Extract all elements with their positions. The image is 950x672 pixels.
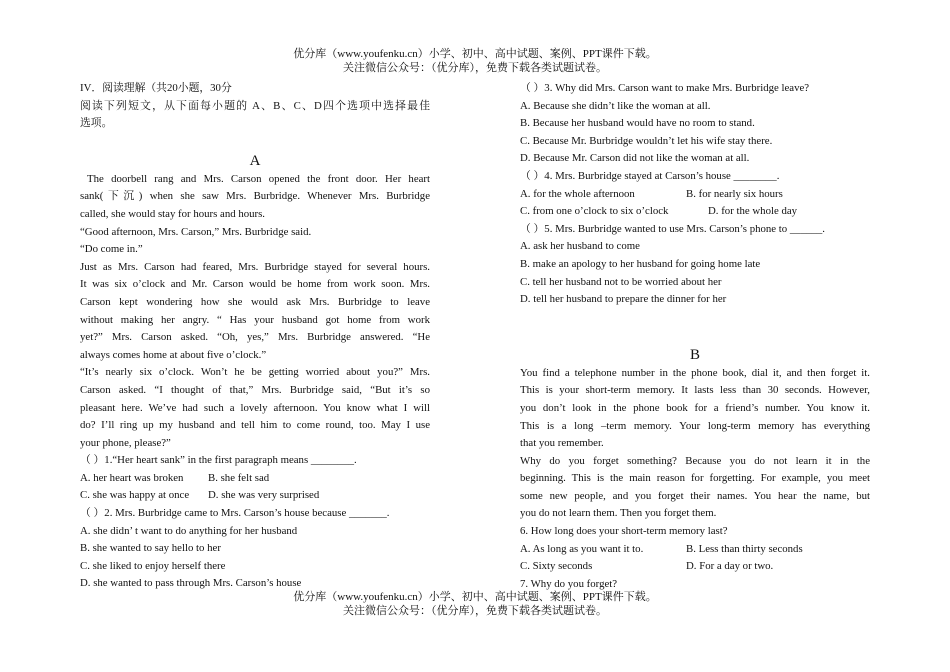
option-b: B. Less than thirty seconds	[686, 542, 803, 555]
passage-line: always comes home at about five o’clock.”	[80, 348, 267, 361]
passage-b-text	[520, 365, 870, 523]
passage-line: “Do come in.”	[80, 243, 143, 256]
passage-line: Carson asked. “I thought of that,” Mrs. Burbridge said, “But it’s so	[80, 383, 430, 396]
option-a: A. she didn’ t want to do anything for her husband	[80, 524, 298, 537]
passage-line: do? I’ll ring up my husband and tell him to come round, too. May I use	[80, 419, 430, 432]
question-1-options-row-1	[80, 470, 430, 488]
passage-line: This is your short-term memory. It lasts less than 30 seconds. However,	[520, 384, 870, 397]
section-instruction: 阅读下列短文，从下面每小题的 A、B、C、D四个选项中选择最佳	[80, 99, 430, 112]
passage-line: your phone, please?”	[80, 436, 171, 449]
passage-line: Just as Mrs. Carson had feared, Mrs. Burbridge stayed for several hours.	[80, 260, 430, 273]
option-a: A. As long as you want it to.	[520, 542, 644, 555]
passage-line: “Good afternoon, Mrs. Carson,” Mrs. Burbridge said.	[80, 225, 312, 238]
option-c: C. tell her husband not to be worried about her	[520, 275, 722, 288]
passage-b-heading: B	[689, 346, 700, 363]
page-header	[0, 47, 950, 75]
passage-line: without making her angry. “ Has your husband got home from work	[80, 313, 430, 326]
option-d: D. Because Mr. Carson did not like the woman at all.	[520, 152, 750, 165]
option-d: D. she wanted to pass through Mrs. Carson’s house	[80, 577, 302, 590]
option-a: A. Because she didn’t like the woman at all.	[520, 99, 711, 112]
passage-line: called, she would stay for hours and hours.	[80, 207, 266, 220]
passage-line: beginning. This is the main reason for forgetting. For example, you meet	[520, 472, 870, 485]
passage-line: you do not learn them. Then you forget them.	[520, 507, 717, 520]
option-d: D. she was very surprised	[208, 489, 320, 502]
question-6: 6. How long does your short-term memory last?	[520, 525, 728, 538]
passage-line: you don’t look in the phone book for a friend’s number. You know it.	[520, 401, 870, 414]
question-4-options-row-2	[520, 203, 870, 221]
option-a: A. ask her husband to come	[520, 240, 640, 253]
question-6-options-row-1	[520, 541, 870, 559]
passage-line: The doorbell rang and Mrs. Carson opened the front door. Her heart	[80, 172, 430, 185]
question-6-options-row-2	[520, 558, 870, 576]
header-line-1: 优分库（www.youfenku.cn）小学、初中、高中试题、案例、PPT课件下载。	[293, 48, 657, 60]
option-a: A. her heart was broken	[80, 471, 184, 484]
question-2: （ ）2. Mrs. Burbridge came to Mrs. Carson’s house because _______.	[80, 507, 390, 520]
left-column	[80, 80, 430, 593]
passage-line: that you remember.	[520, 437, 604, 450]
option-b: B. she wanted to say hello to her	[80, 542, 221, 555]
footer-line-2: 关注微信公众号：（优分库），免费下载各类试题试卷。	[343, 605, 607, 617]
passage-line: pleasant here. We’ve had such a lovely afternoon. You know what I will	[80, 401, 430, 414]
question-7: 7. Why do you forget?	[520, 577, 618, 590]
question-1-options-row-2	[80, 487, 430, 505]
question-1: （ ）1.“Her heart sank” in the first paragraph means ________.	[80, 454, 357, 467]
passage-a-heading: A	[249, 152, 261, 169]
option-d: D. For a day or two.	[686, 560, 774, 573]
option-c: C. Because Mr. Burbridge wouldn’t let his wife stay there.	[520, 134, 773, 147]
option-a: A. for the whole afternoon	[520, 187, 635, 200]
right-column	[520, 80, 870, 593]
section-instruction-end: 选项。	[80, 117, 113, 130]
question-4: （ ）4. Mrs. Burbridge stayed at Carson’s house ________.	[520, 169, 780, 182]
passage-line: Why do you forget something? Because you do not learn it in the	[520, 454, 870, 467]
passage-line: This is a long –term memory. Your long-term memory has everything	[520, 419, 870, 432]
passage-line: “It’s nearly six o’clock. Won’t he be getting worried about you?” Mrs.	[80, 366, 430, 379]
question-5: （ ）5. Mrs. Burbridge wanted to use Mrs. Carson’s phone to ______.	[520, 222, 825, 235]
passage-line: some new people, and you forget their names. You hear the name, but	[520, 489, 870, 502]
option-c: C. she was happy at once	[80, 489, 190, 502]
passage-line: sank(下沉) when she saw Mrs. Burbridge. Whenever Mrs. Burbridge	[80, 190, 430, 203]
passage-line: Carson kept wondering how she would ask Mrs. Burbridge to leave	[80, 295, 430, 308]
page-footer	[0, 590, 950, 618]
option-b: B. she felt sad	[208, 471, 270, 484]
passage-line: yet?” Mrs. Carson asked. “Oh, yes,” Mrs. Burbridge answered. “He	[80, 331, 430, 344]
option-b: B. make an apology to her husband for going home late	[520, 257, 761, 270]
footer-line-1: 优分库（www.youfenku.cn）小学、初中、高中试题、案例、PPT课件下载。	[293, 591, 657, 603]
question-4-options-row-1	[520, 186, 870, 204]
option-c: C. from one o’clock to six o’clock	[520, 205, 669, 218]
section-title: IV．阅读理解（共20小题，30分	[80, 82, 232, 94]
passage-a-text	[80, 171, 430, 453]
option-d: D. tell her husband to prepare the dinner for her	[520, 293, 727, 306]
header-line-2: 关注微信公众号：（优分库），免费下载各类试题试卷。	[343, 62, 607, 74]
option-d: D. for the whole day	[708, 205, 798, 218]
option-c: C. she liked to enjoy herself there	[80, 559, 226, 572]
passage-line: It was six o’clock and Mr. Carson would be home from work soon. Mrs.	[80, 278, 430, 291]
question-3: （ ）3. Why did Mrs. Carson want to make Mrs. Burbridge leave?	[520, 82, 810, 94]
passage-line: You find a telephone number in the phone book, dial it, and then forget it.	[520, 366, 870, 379]
option-b: B. Because her husband would have no room to stand.	[520, 117, 755, 130]
option-b: B. for nearly six hours	[686, 187, 783, 200]
option-c: C. Sixty seconds	[520, 560, 593, 573]
